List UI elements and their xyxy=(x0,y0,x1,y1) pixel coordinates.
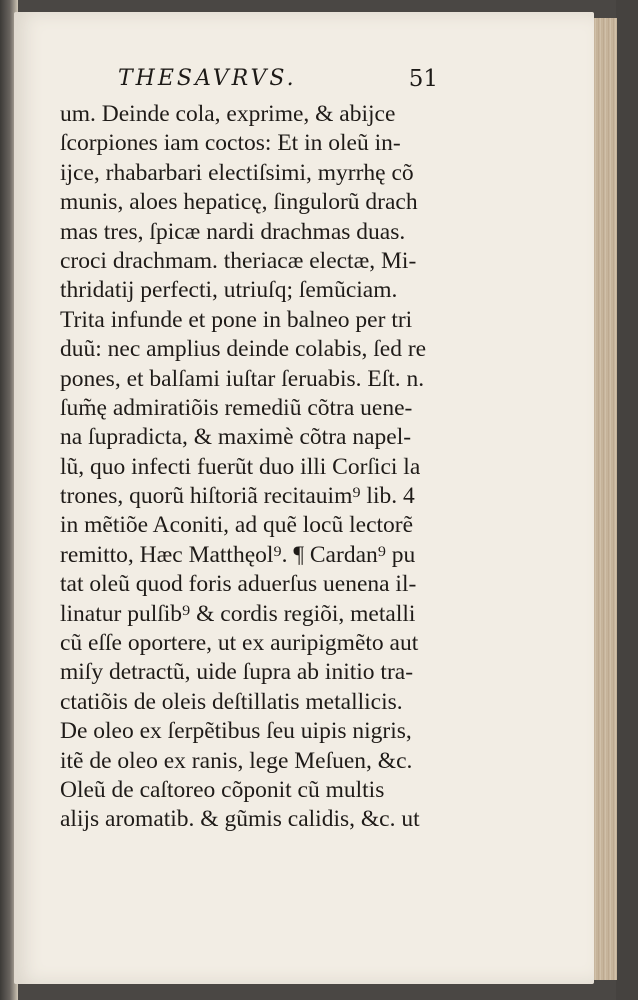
text-line: thridatij perfecti, utriuſq; ſemũciam. xyxy=(60,277,398,304)
text-line: in mẽtiõe Aconiti, ad quẽ locũ lectorẽ xyxy=(60,512,414,539)
text-line: um. Deinde cola, exprime, & abijce xyxy=(60,101,396,127)
text-line: croci drachmam. theriacæ electæ, Mi- xyxy=(60,247,417,274)
text-line: De oleo ex ſerpẽtibus ſeu uipis nigris, xyxy=(60,718,412,745)
text-line: Trita infunde et pone in balneo per tri xyxy=(60,306,413,333)
text-line: Oleũ de caſtoreo cõponit cũ multis xyxy=(60,776,385,803)
text-line: itẽ de oleo ex ranis, lege Meſuen, &c. xyxy=(60,747,413,774)
text-line: ijce, rhabarbari electiſsimi, myrrhę cõ xyxy=(60,159,414,186)
text-line: cũ eſſe oportere, ut ex auripigmẽto aut xyxy=(60,630,419,657)
text-line: lũ, quo infecti fuerũt duo illi Corſici la xyxy=(60,453,421,480)
text-line: trones, quorũ hiſtoriã recitauim⁹ lib. 4 xyxy=(60,483,415,510)
page-header xyxy=(118,66,438,96)
text-line: pones, et balſami iuſtar ſeruabis. Eſt. n. xyxy=(60,365,425,392)
text-line: ctatiõis de oleis deſtillatis metallicis. xyxy=(60,688,403,715)
body-text xyxy=(60,100,450,835)
text-line: mas tres, ſpicæ nardi drachmas duas. xyxy=(60,218,406,245)
running-title: THESAVRVS. xyxy=(118,66,297,91)
text-line: duũ: nec amplius deinde colabis, ſed re xyxy=(60,336,427,363)
text-line: ſcorpiones iam coctos: Et in oleũ in- xyxy=(60,130,401,157)
page-number: 51 xyxy=(408,66,438,92)
background-right xyxy=(616,0,638,1000)
text-line: linatur pulſib⁹ & cordis regiõi, metalli xyxy=(60,600,416,627)
text-line: tat oleũ quod foris aduerſus uenena il- xyxy=(60,571,417,598)
text-line: munis, aloes hepaticę, ſingulorũ drach xyxy=(60,189,418,216)
text-line: remitto, Hæc Matthęol⁹. ¶ Cardan⁹ pu xyxy=(60,541,416,568)
text-line: ſum̃ę admiratiõis remediũ cõtra uene- xyxy=(60,394,413,421)
text-line: na ſupradicta, & maximè cõtra napel- xyxy=(60,424,412,451)
text-line: miſy detractũ, uide ſupra ab initio tra- xyxy=(60,659,414,686)
text-line: alijs aromatib. & gũmis calidis, &c. ut xyxy=(60,806,420,833)
